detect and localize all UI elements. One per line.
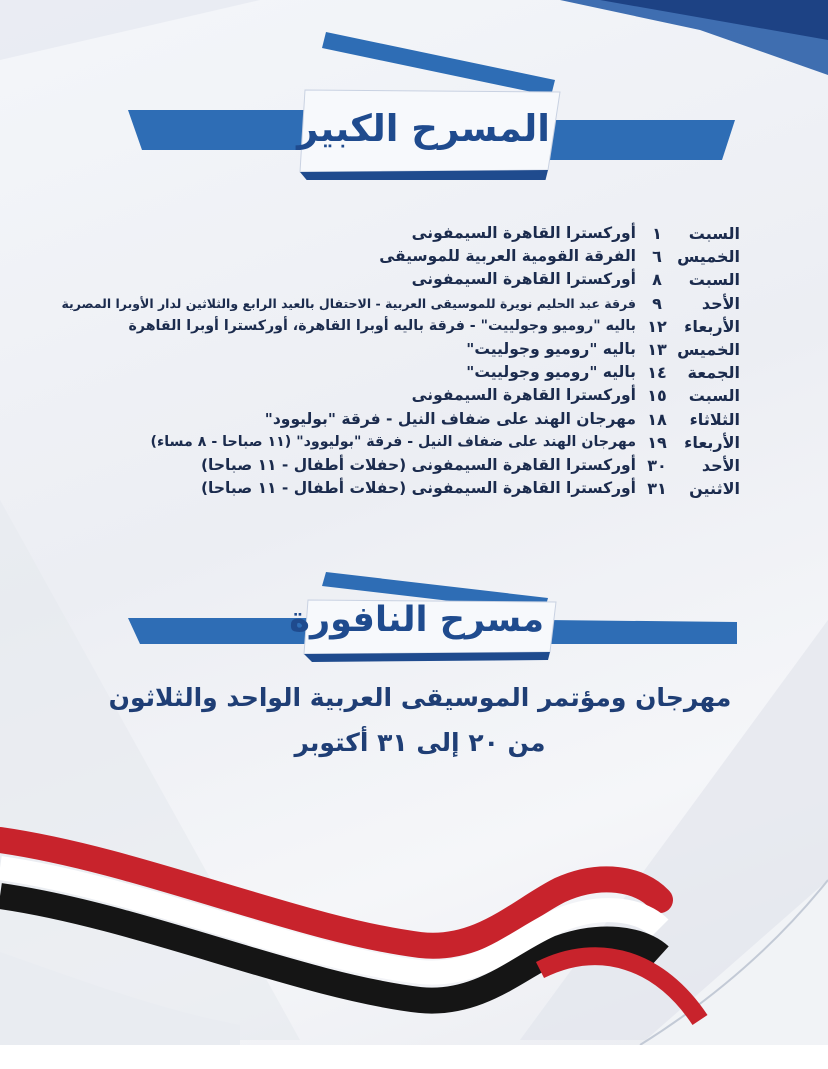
- schedule-date: ٣٠: [647, 455, 667, 475]
- schedule-row: [100, 384, 740, 407]
- schedule-date: ٦: [652, 247, 662, 267]
- schedule-row: [100, 338, 740, 361]
- schedule-row: [61, 292, 740, 315]
- flag-ribbon: [0, 820, 828, 1045]
- schedule-date: ١٥: [647, 386, 667, 406]
- schedule-day: السبت: [688, 224, 740, 243]
- schedule-row: [100, 245, 740, 268]
- schedule-event: أوركسترا القاهرة السيمفونى: [411, 224, 636, 242]
- schedule-event: مهرجان الهند على ضفاف النيل - فرقة "بوليوود": [264, 409, 636, 428]
- schedule-date: ١: [652, 224, 662, 243]
- schedule-event: باليه "روميو وجولييت" - فرقة باليه أوبرا القاهرة، أوركسترا أوبرا القاهرة: [128, 317, 636, 334]
- schedule-event: باليه "روميو وجولييت": [466, 339, 636, 358]
- schedule-date: ٨: [652, 270, 662, 290]
- schedule-date: ٣١: [647, 479, 667, 499]
- schedule-day: الأحد: [701, 293, 740, 313]
- schedule-row: [100, 361, 740, 384]
- schedule-row: [100, 477, 740, 500]
- schedule-event: فرقة عبد الحليم نويرة للموسيقى العربية - الاحتفال بالعيد الرابع والثلاثين لدار الأوبرا المصرية: [61, 295, 636, 311]
- festival-announcement: [100, 676, 740, 766]
- schedule-date: ١٢: [647, 316, 667, 336]
- schedule-row: [100, 454, 740, 477]
- schedule-event: الفرقة القومية العربية للموسيقى: [379, 247, 636, 266]
- schedule-day: الثلاثاء: [689, 409, 740, 429]
- schedule-date: ١٣: [647, 339, 667, 359]
- schedule-day: الاثنين: [689, 479, 740, 499]
- schedule-event: باليه "روميو وجولييت": [466, 363, 636, 382]
- schedule-day: السبت: [688, 270, 740, 290]
- schedule-event: أوركسترا القاهرة السيمفونى (حفلات أطفال - ١١ صباحا): [200, 479, 636, 498]
- schedule-row: [100, 268, 740, 291]
- schedule-row: [100, 431, 740, 454]
- schedule-day: الجمعة: [687, 363, 740, 383]
- schedule-event: أوركسترا القاهرة السيمفونى (حفلات أطفال - ١١ صباحا): [200, 455, 636, 474]
- schedule-day: الخميس: [677, 339, 740, 359]
- schedule-day: الأحد: [701, 455, 740, 475]
- schedule-date: ١٨: [647, 409, 667, 429]
- festival-dates: من ٢٠ إلى ٣١ أكتوبر: [294, 728, 546, 757]
- schedule-day: الأربعاء: [684, 432, 740, 452]
- section-title-fountain-theatre: مسرح النافورة: [289, 600, 544, 640]
- section-title-main-theatre: المسرح الكبير: [297, 107, 550, 150]
- festival-title: مهرجان ومؤتمر الموسيقى العربية الواحد والثلاثون: [108, 683, 732, 712]
- schedule-date: ١٤: [647, 363, 667, 383]
- schedule-list: [61, 222, 740, 500]
- schedule-date: ١٩: [647, 432, 667, 452]
- schedule-day: السبت: [688, 386, 740, 406]
- schedule-day: الأربعاء: [684, 316, 740, 336]
- bottom-margin: [0, 1045, 828, 1069]
- schedule-date: ٩: [652, 293, 662, 313]
- schedule-event: أوركسترا القاهرة السيمفونى: [411, 386, 636, 405]
- schedule-row: [100, 408, 740, 431]
- schedule-row: [100, 315, 740, 338]
- schedule-row: [100, 222, 740, 245]
- schedule-event: أوركسترا القاهرة السيمفونى: [411, 270, 636, 289]
- banner-graphic-1: [0, 0, 828, 180]
- schedule-day: الخميس: [677, 247, 740, 267]
- schedule-event: مهرجان الهند على ضفاف النيل - فرقة "بوليوود" (١١ صباحا - ٨ مساء): [150, 433, 636, 450]
